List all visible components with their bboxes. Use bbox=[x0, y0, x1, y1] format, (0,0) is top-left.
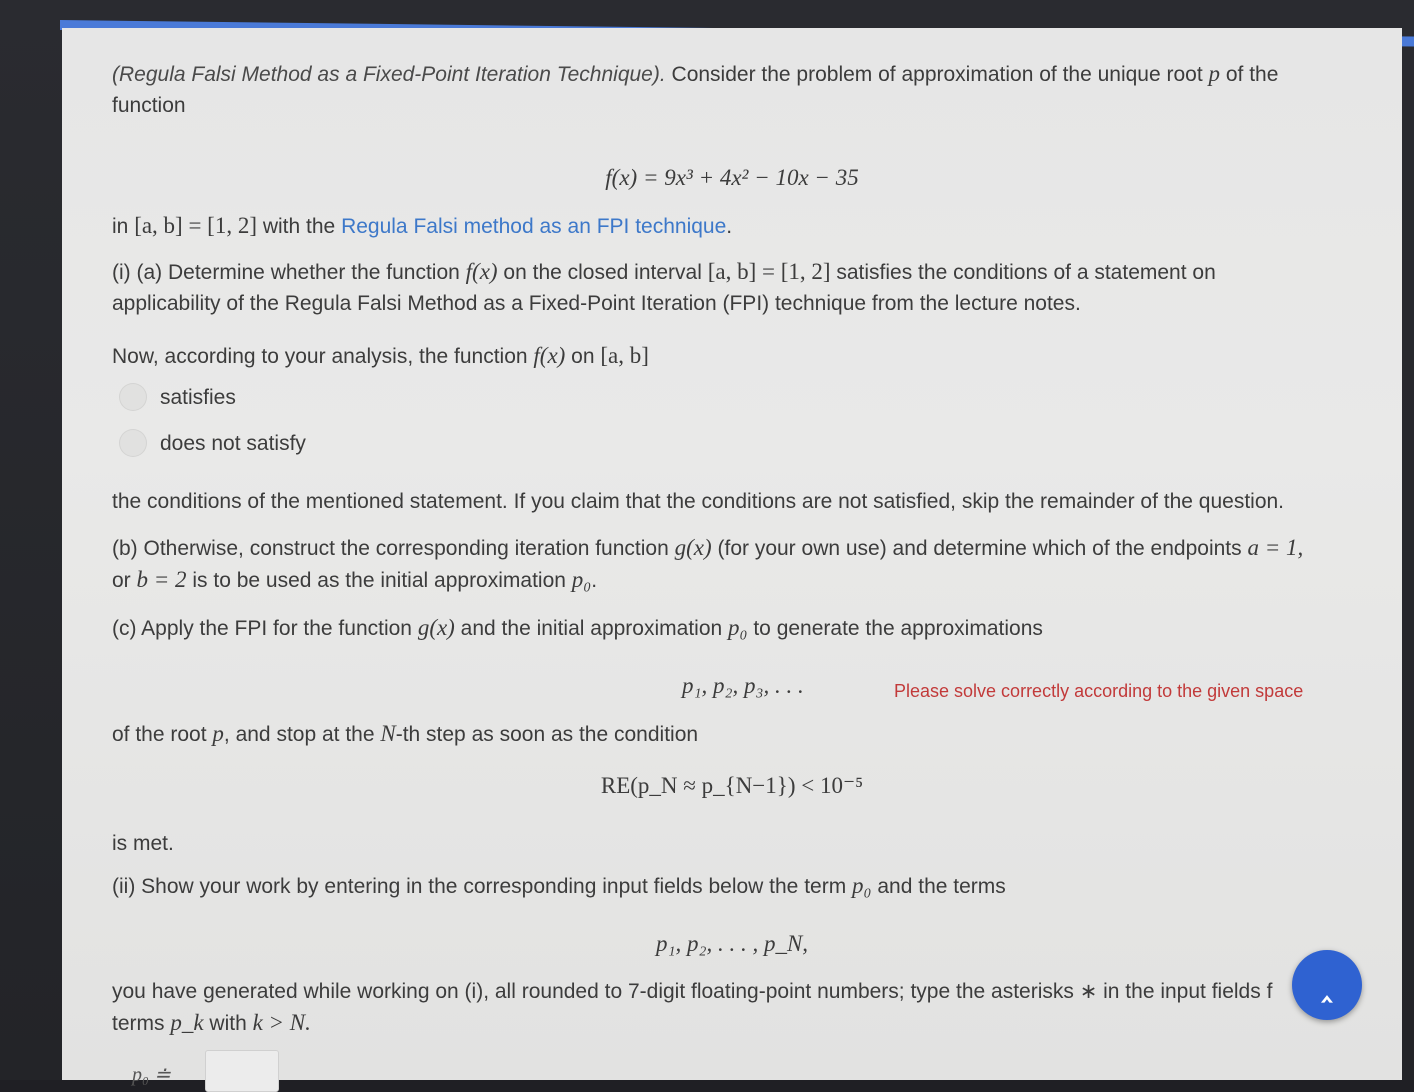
analysis-fx: f(x) bbox=[533, 343, 566, 368]
option-does-not-satisfy-label: does not satisfy bbox=[160, 431, 306, 455]
part-b-text1: (b) Otherwise, construct the corresponding iteration function bbox=[112, 537, 675, 560]
regula-falsi-link[interactable]: Regula Falsi method as an FPI technique bbox=[341, 215, 727, 238]
interval-line bbox=[112, 210, 1382, 242]
intro-root-symbol: p bbox=[1208, 61, 1221, 86]
generated-k: k > N. bbox=[252, 1010, 311, 1035]
part-c-gx: g(x) bbox=[417, 615, 455, 640]
chevron-up-icon: ‸ bbox=[1321, 968, 1333, 1002]
root-N: N bbox=[380, 721, 396, 746]
function-display bbox=[62, 162, 1402, 193]
option-satisfies-label: satisfies bbox=[160, 385, 236, 409]
generated-line2-b: with bbox=[203, 1012, 253, 1035]
intro-tail: of the bbox=[1220, 63, 1279, 86]
analysis-text2: on bbox=[565, 345, 601, 368]
terms-display bbox=[62, 928, 1402, 959]
root-p: p bbox=[212, 721, 224, 746]
part-i-a-text1: (i) (a) Determine whether the function bbox=[112, 261, 466, 284]
analysis-line bbox=[112, 340, 1382, 372]
part-i-a-text2: on the closed interval bbox=[497, 261, 708, 284]
generated-pk: p_k bbox=[170, 1010, 204, 1035]
radio-does-not-satisfy[interactable] bbox=[120, 430, 146, 456]
generated-line2-a: terms bbox=[112, 1012, 171, 1035]
part-b-p0: p₀ bbox=[571, 567, 592, 592]
part-b-text2: (for your own use) and determine which of the endpoints bbox=[711, 537, 1248, 560]
part-c-p0: p₀ bbox=[728, 615, 748, 640]
condition-display bbox=[62, 770, 1402, 801]
part-i-a-text3: satisfies the conditions of a statement on bbox=[830, 261, 1216, 284]
part-c bbox=[112, 612, 1382, 644]
part-i-a-interval: [a, b] = [1, 2] bbox=[707, 259, 831, 284]
part-b-end: . bbox=[591, 569, 598, 592]
root-line bbox=[112, 718, 1382, 750]
p0-label: p₀ ≐ bbox=[132, 1064, 171, 1086]
option-satisfies[interactable] bbox=[120, 380, 236, 414]
part-b-line2-1: or bbox=[112, 569, 137, 592]
solve-hint: Please solve correctly according to the given space bbox=[894, 681, 1304, 701]
part-b-line2-2: is to be used as the initial approximation bbox=[186, 569, 572, 592]
intro-paragraph bbox=[112, 58, 1382, 121]
part-c-text1: (c) Apply the FPI for the function bbox=[112, 617, 418, 640]
part-ii-p0: p₀ bbox=[852, 873, 872, 898]
analysis-text1: Now, according to your analysis, the function bbox=[112, 345, 534, 368]
conditions-text-span: the conditions of the mentioned statement. If you claim that the conditions are not satisfied, skip the remainder of the question. bbox=[112, 490, 1285, 513]
conditions-text bbox=[112, 486, 1382, 517]
generated-line1: you have generated while working on (i), all rounded to 7-digit floating-point numbers; type the asterisks ∗ in the input fields f bbox=[112, 980, 1273, 1003]
intro-text: Consider the problem of approximation of the unique root bbox=[665, 63, 1209, 86]
sequence-formula: p₁, p₂, p₃, . . . bbox=[682, 673, 804, 698]
is-met-text: is met. bbox=[112, 832, 174, 855]
root-text3: -th step as soon as the condition bbox=[395, 723, 699, 746]
p0-input[interactable] bbox=[205, 1050, 279, 1092]
part-b-gx: g(x) bbox=[674, 535, 712, 560]
part-b-a: a = 1, bbox=[1247, 535, 1304, 560]
question-title: (Regula Falsi Method as a Fixed-Point Iteration Technique). bbox=[112, 63, 666, 86]
part-b bbox=[112, 532, 1382, 596]
scroll-top-button[interactable] bbox=[1292, 950, 1362, 1020]
part-i-a-line2: applicability of the Regula Falsi Method as a Fixed-Point Iteration (FPI) technique from the lecture notes. bbox=[112, 292, 1081, 315]
root-text1: of the root bbox=[112, 723, 213, 746]
radio-satisfies[interactable] bbox=[120, 384, 146, 410]
part-i-a-fx: f(x) bbox=[465, 259, 498, 284]
interval-prefix: in bbox=[112, 215, 135, 238]
part-ii-text1: (ii) Show your work by entering in the corresponding input fields below the term bbox=[112, 875, 853, 898]
interval-end: . bbox=[726, 215, 733, 238]
question-page bbox=[62, 28, 1402, 1086]
part-ii bbox=[112, 870, 1382, 902]
sequence-display bbox=[682, 670, 804, 702]
is-met-line bbox=[112, 828, 1382, 859]
interval-mid: with the bbox=[257, 215, 342, 238]
function-formula: f(x) = 9x³ + 4x² − 10x − 35 bbox=[605, 165, 859, 190]
option-does-not-satisfy[interactable] bbox=[120, 426, 306, 460]
intro-line2: function bbox=[112, 94, 186, 117]
root-text2: , and stop at the bbox=[223, 723, 381, 746]
generated-paragraph bbox=[112, 976, 1332, 1039]
part-b-b: b = 2 bbox=[136, 567, 187, 592]
part-c-text3: to generate the approximations bbox=[747, 617, 1043, 640]
part-ii-text2: and the terms bbox=[871, 875, 1006, 898]
terms-formula: p₁, p₂, . . . , p_N, bbox=[655, 931, 809, 956]
interval-math: [a, b] = [1, 2] bbox=[134, 213, 258, 238]
part-i-a bbox=[112, 256, 1382, 319]
condition-formula: RE(p_N ≈ p_{N−1}) < 10⁻⁵ bbox=[600, 773, 864, 798]
part-c-text2: and the initial approximation bbox=[454, 617, 729, 640]
analysis-interval: [a, b] bbox=[600, 343, 649, 368]
